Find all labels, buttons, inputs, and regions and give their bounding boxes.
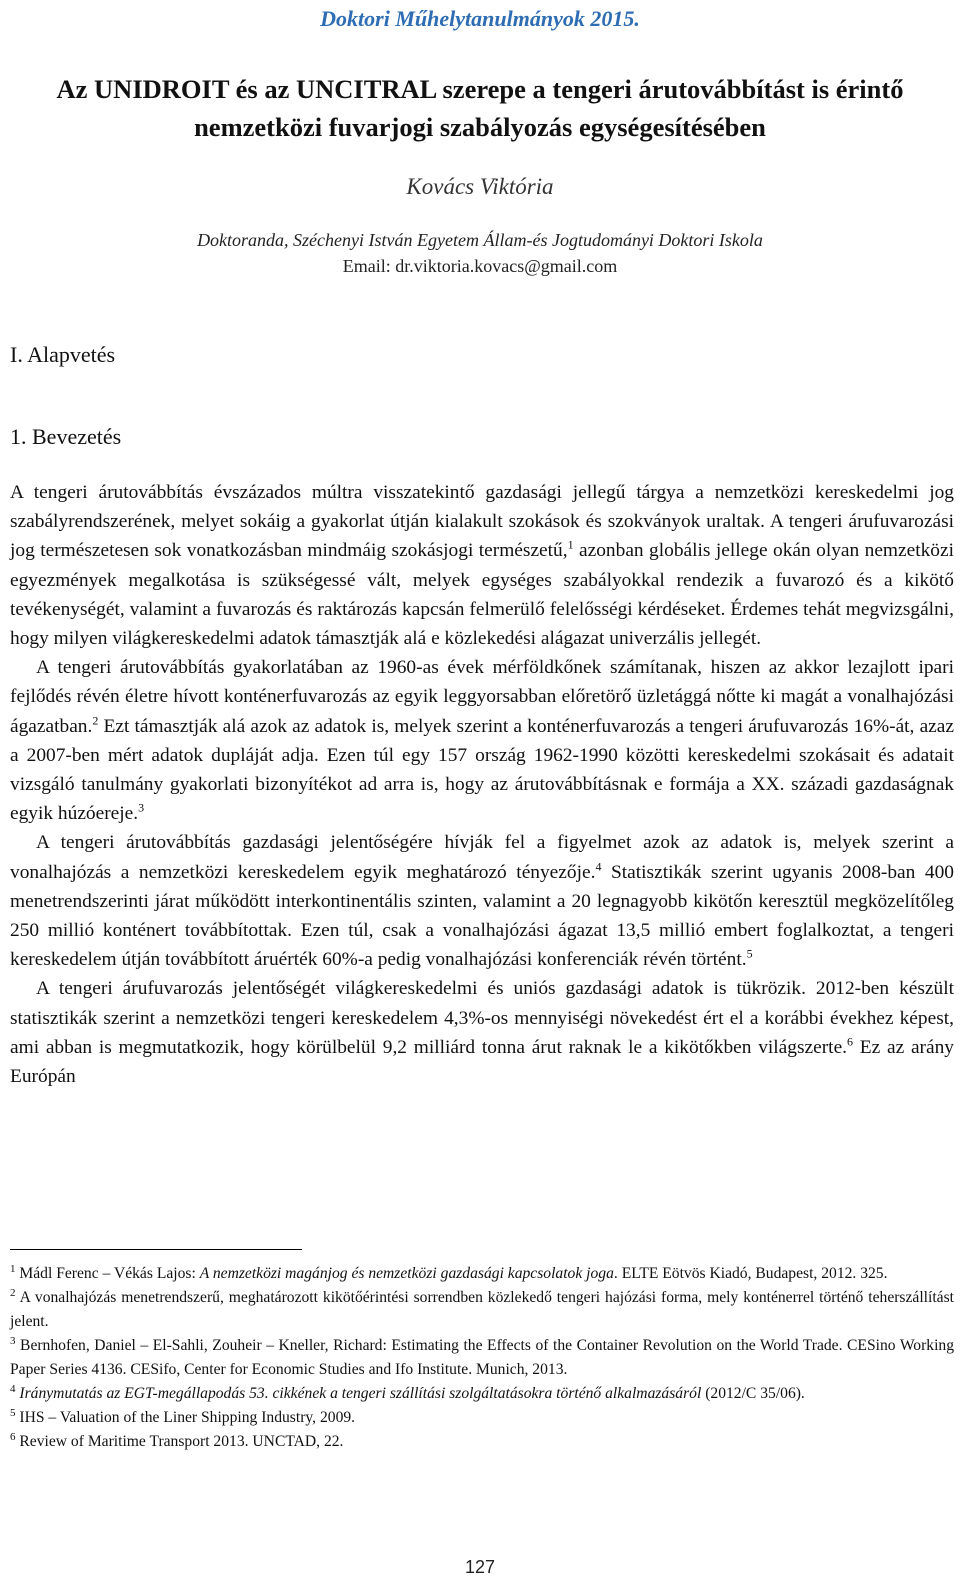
body-text xyxy=(10,478,954,1091)
footnote-separator xyxy=(10,1249,302,1250)
footnote-ref[interactable]: 3 xyxy=(138,800,145,815)
author-email: Email: dr.viktoria.kovacs@gmail.com xyxy=(342,256,618,276)
page-number: 127 xyxy=(464,1557,496,1577)
title-line-2: nemzetközi fuvarjogi szabályozás egységesítésében xyxy=(194,112,766,142)
footnotes xyxy=(10,1262,954,1454)
paragraph-4: A tengeri árufuvarozás jelentőségét világkereskedelmi és uniós gazdasági adatok is tükrözik. 2012-ben készült statisztikák szerint a nemzetközi tengeri kereskedelem 4,3%-os mennyiségi növekedést ért el a korábbi évekhez képest, ami abban is megmutatkozik, hogy körülbelül 9,2 milliárd tonna árut raknak le a kikötőkben világszerte.$^6$ Ez az arány Európán xyxy=(10,978,954,1088)
footnote-1: $^1$ Mádl Ferenc – Vékás Lajos: A nemzetközi magánjog és nemzetközi gazdasági kapcsolatok joga. ELTE Eötvös Kiadó, Budapest, 2012. 325. xyxy=(10,1262,888,1282)
footnote-ref[interactable]: 5 xyxy=(746,946,753,961)
footnote-2: $^2$ A vonalhajózás menetrendszerű, meghatározott kikötőérintési sorrendben közlekedő tengeri hajózási forma, mely konténerrel történő teherszállítást jelent. xyxy=(10,1286,954,1330)
paragraph-2: A tengeri árutovábbítás gyakorlatában az 1960-as évek mérföldkőnek számítanak, hiszen az akkor lezajlott ipari fejlődés révén életre hívott konténerfuvarozás az egyik leggyorsabban előretörő üzletággá nőtte ki magát a vonalhajózási ágazatban.$^2$ Ezt támasztják alá azok az adatok is, melyek szerint a konténerfuvarozás a tengeri árufuvarozás 16%-át, azaz a 2007-ben mért adatok dupláját adja. Ezen túl egy 157 ország 1962-1990 közötti kereskedelmi szokásait és adatait vizsgáló tanulmány gyakorlati bizonyítékot ad arra is, hogy az árutovábbításnak e formája a XX. századi gazdaságnak egyik húzóereje.$^3$ xyxy=(10,657,954,825)
footnote-5: $^5$ IHS – Valuation of the Liner Shipping Industry, 2009. xyxy=(10,1406,356,1426)
subsection-heading: 1. Bevezetés xyxy=(10,424,122,449)
footnote-ref[interactable]: 2 xyxy=(92,713,99,728)
section-heading: I. Alapvetés xyxy=(10,342,116,367)
paragraph-3: A tengeri árutovábbítás gazdasági jelentőségére hívják fel a figyelmet azok az adatok is, melyek szerint a vonalhajózás a nemzetközi kereskedelem egyik meghatározó tényezője.$^4$ Statisztikák szerint ugyanis 2008-ban 400 menetrendszerinti járat működött interkontinentális szinten, valamint a 20 legnagyobb kikötőn keresztül megközelítőleg 250 millió konténert továbbítottak. Ezen túl, csak a vonalhajózási ágazat 13,5 millió embert foglalkoztat, a tengeri kereskedelem útján továbbított áruérték 60%-a pedig vonalhajózási konferenciák révén történt.$^5$ xyxy=(10,832,954,971)
footnote-ref[interactable]: 6 xyxy=(847,1034,854,1049)
author-affiliation: Doktoranda, Széchenyi István Egyetem Állam-és Jogtudományi Doktori Iskola xyxy=(197,230,763,250)
footnote-3: $^3$ Bernhofen, Daniel – El-Sahli, Zouheir – Kneller, Richard: Estimating the Effects of the Container Revolution on the World Trade. CESino Working Paper Series 4136. CESifo, Center for Economic Studies and Ifo Institute. Munich, 2013. xyxy=(10,1334,954,1378)
footnote-6: $^6$ Review of Maritime Transport 2013. UNCTAD, 22. xyxy=(10,1430,344,1450)
article-title xyxy=(0,70,960,146)
author-name: Kovács Viktória xyxy=(406,174,554,199)
paragraph-1: A tengeri árutovábbítás évszázados múltra visszatekintő gazdasági jellegű tárgya a nemzetközi kereskedelmi jog szabályrendszerének, melyet sokáig a gyakorlat útján kialakult szokások és szokványok uraltak. A tengeri árufuvarozási jog természetesen sok vonatkozásban mindmáig szokásjogi természetű,$^1$ azonban globális jellege okán olyan nemzetközi egyezmények megalkotása is szükségessé vált, melyek egységes szabályokkal rendezik a fuvarozó és a kikötő tevékenységét, valamint a fuvarozás és raktározás kapcsán felmerülő felelősségi kérdéseket. Érdemes tehát megvizsgálni, hogy milyen világkereskedelmi adatok támasztják alá e közlekedési alágazat univerzális jellegét. xyxy=(10,482,954,650)
footnote-ref[interactable]: 4 xyxy=(595,859,602,874)
title-line-1: Az UNIDROIT és az UNCITRAL szerepe a tengeri árutovábbítást is érintő xyxy=(56,74,904,104)
footnote-4: $^4$ Iránymutatás az EGT-megállapodás 53. cikkének a tengeri szállítási szolgáltatásokra történő alkalmazásáról (2012/C 35/06). xyxy=(10,1382,805,1402)
footnote-ref[interactable]: 1 xyxy=(567,537,574,552)
journal-header: Doktori Műhelytanulmányok 2015. xyxy=(320,6,640,31)
